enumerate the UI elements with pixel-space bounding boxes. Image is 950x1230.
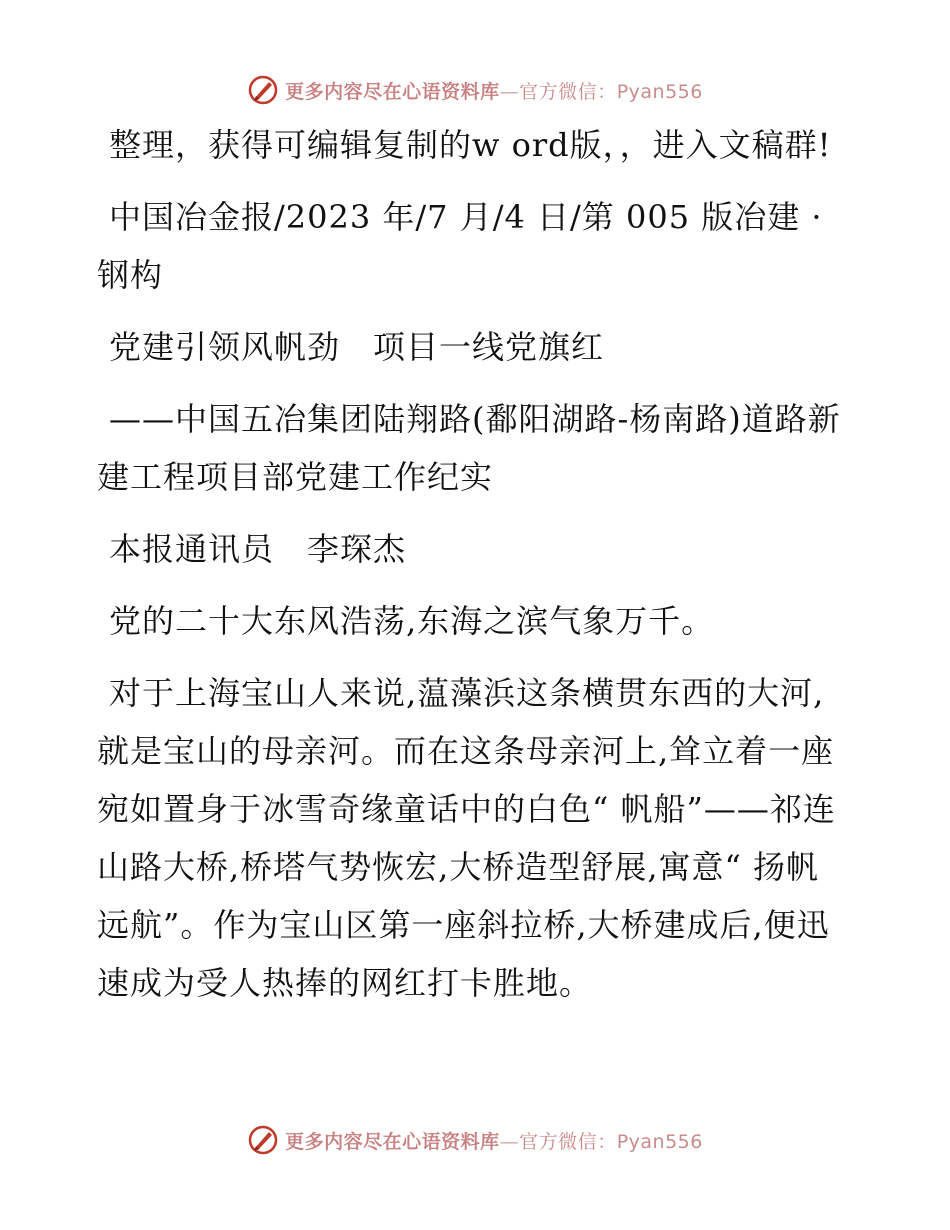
document-body [97,116,852,1026]
paragraph-source-line: 中国冶金报/2023 年/7 月/4 日/第 005 版冶建 · 钢构 [97,198,823,294]
paragraph-intro: 整理，获得可编辑复制的w ord版，，进入文稿群! [109,126,832,164]
paragraph-body: 对于上海宝山人来说,蕰藻浜这条横贯东西的大河,就是宝山的母亲河。而在这条母亲河上,耸立着一座宛如置身于冰雪奇缘童话中的白色“ 帆船”——祁连山路大桥,桥塔气势恢宏,大桥造型舒展,寓意“ 扬帆远航”。作为宝山区第一座斜拉桥,大桥建成后,便迅速成为受人热捧的网红打卡胜地。 [97,674,836,1002]
footer-watermark [0,1120,950,1160]
quill-pen-icon [247,74,279,106]
article-title: 党建引领风帆劲 项目一线党旗红 [109,328,605,366]
watermark-text: 更多内容尽在心语资料库—官方微信：Pyan556 [285,1130,703,1153]
header-watermark [0,70,950,110]
article-subtitle: ——中国五冶集团陆翔路(鄱阳湖路-杨南路)道路新建工程项目部党建工作纪实 [97,400,841,496]
quill-pen-icon [247,1124,279,1156]
paragraph-lead: 党的二十大东风浩荡,东海之滨气象万千。 [109,602,715,640]
watermark-text: 更多内容尽在心语资料库—官方微信：Pyan556 [285,80,703,103]
article-byline: 本报通讯员 李琛杰 [109,530,407,568]
